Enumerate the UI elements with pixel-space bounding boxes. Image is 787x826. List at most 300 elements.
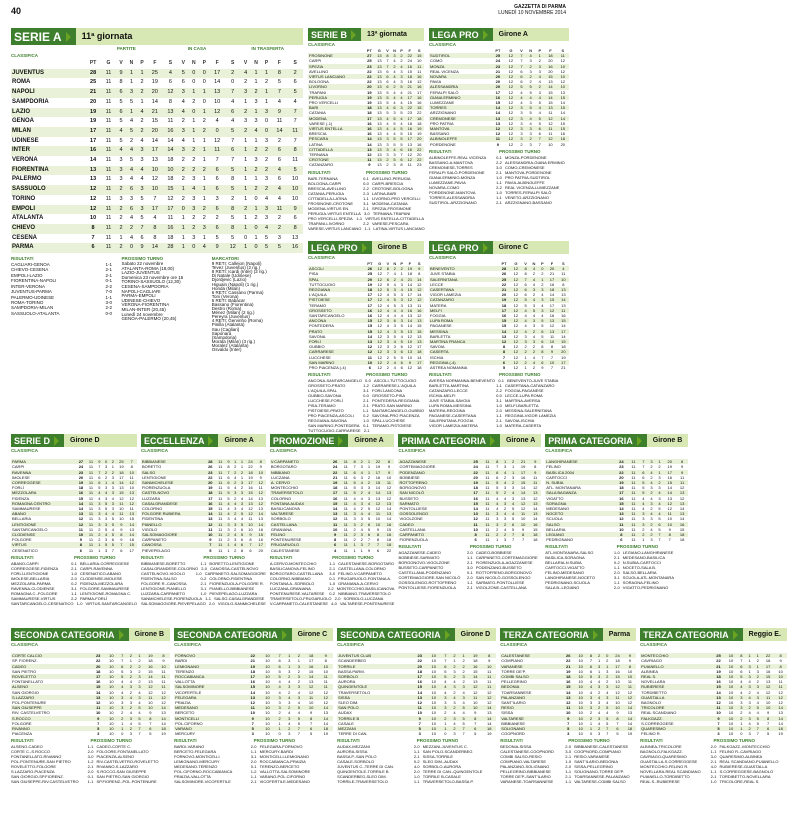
- stat-cell: 14: [144, 674, 157, 679]
- stat-cell: 3: [517, 136, 526, 141]
- match-result: BORGOTARO-CASTELLANA: [269, 570, 323, 576]
- stat-cell: 16: [163, 224, 179, 234]
- standings-row: [11, 146, 303, 156]
- stat-cell: 13: [163, 108, 179, 118]
- stat-cell: 11: [341, 542, 351, 547]
- scorer-entry: 4 RETI: Gervinho (Roma): [211, 318, 263, 324]
- stat-cell: 7: [521, 537, 525, 543]
- stat-cell: 10: [578, 668, 583, 674]
- stat-cell: 14: [364, 136, 374, 141]
- stat-cell: 11: [215, 459, 225, 464]
- stat-cell: 16: [417, 100, 422, 106]
- stat-cell: 10: [265, 731, 270, 737]
- standings-row: [11, 98, 303, 108]
- stat-cell: 2: [391, 64, 398, 69]
- stat-cell: 5: [239, 511, 246, 516]
- stat-cell: 11: [628, 532, 640, 537]
- stat-cell: 11: [101, 127, 116, 137]
- results-headings: [545, 544, 688, 549]
- stat-cell: 5: [474, 731, 477, 737]
- stat-cell: 5: [391, 116, 398, 121]
- match-result: BARDI-VARANO: [174, 744, 205, 750]
- stat-cell: 19: [561, 354, 566, 360]
- stat-cell: 11: [209, 146, 225, 156]
- stat-cell: 11: [343, 464, 348, 470]
- stat-cell: 11: [485, 495, 490, 501]
- stat-cell: 8: [272, 69, 288, 79]
- masthead-title: GAZZETTA DI PARMA: [514, 4, 566, 10]
- match-result: SASSUOLO-ATALANTA: [11, 310, 60, 316]
- stat-cell: 12: [508, 131, 514, 137]
- stat-cell: 0: [589, 731, 593, 737]
- classifica-label: CLASSIFICA: [500, 642, 528, 647]
- stat-cell: 13: [676, 490, 688, 495]
- match-score: 0-0: [363, 180, 369, 186]
- stat-cell: 12: [546, 308, 557, 313]
- stat-cell: 11: [343, 485, 348, 491]
- team-name: SAVOIA: [430, 344, 445, 350]
- header-cell: V: [386, 261, 390, 266]
- stat-cell: 2: [541, 271, 544, 277]
- stat-cell: 15: [679, 526, 685, 532]
- header-cell: P: [538, 48, 542, 53]
- stat-cell: 3: [358, 501, 365, 506]
- next-match: SAVONA-PRO PIACENZA: [372, 413, 420, 419]
- stat-cell: 1: [251, 108, 262, 118]
- stat-cell: 5: [104, 506, 108, 512]
- match-result: TORRES-ALESSANDRIA: [429, 194, 475, 200]
- team-name: MEDESANO: [546, 506, 570, 512]
- stat-cell: 5: [400, 131, 403, 137]
- stat-cell: 15: [405, 287, 414, 292]
- stat-cell: 16: [501, 313, 507, 319]
- match-score: 2-2: [363, 220, 369, 226]
- match-score: 0-0: [496, 393, 502, 399]
- stat-cell: 12: [90, 195, 97, 202]
- match-score: 1-0: [710, 779, 717, 785]
- team-name: MESSINA: [429, 329, 498, 334]
- stat-cell: 20: [473, 474, 478, 480]
- stat-cell: 4: [597, 710, 601, 716]
- stat-cell: 7: [245, 542, 255, 547]
- stat-cell: 4: [541, 313, 544, 319]
- stat-cell: 11: [218, 485, 223, 491]
- stat-cell: 3: [294, 664, 304, 669]
- stat-cell: 10: [287, 185, 303, 195]
- team-name: SAN GIUSEPPE: [11, 705, 92, 710]
- stat-cell: 4: [96, 490, 103, 495]
- next-match: CADEO-CORTE C.: [96, 744, 132, 750]
- stat-cell: 21: [250, 658, 255, 664]
- stat-cell: 9: [415, 266, 424, 271]
- stat-cell: 15: [762, 674, 775, 679]
- match-result: PRO PIACENZA-ASCOLI: [308, 413, 354, 419]
- stat-cell: 4: [358, 480, 365, 485]
- stat-cell: 5: [111, 516, 114, 522]
- team-name: REAL S.: [640, 674, 712, 679]
- stat-cell: 3: [244, 118, 248, 125]
- stat-cell: 10: [578, 731, 583, 737]
- stat-cell: 4: [606, 710, 609, 716]
- stat-cell: 13: [375, 147, 384, 152]
- stat-cell: 0: [244, 234, 248, 241]
- header-cell: G: [509, 48, 513, 53]
- header-cell: PT: [89, 60, 97, 66]
- stat-cell: 5: [209, 547, 212, 553]
- section-title: PRIMA CATEGORIA: [401, 435, 486, 446]
- team-name: FOLGORE: [12, 537, 32, 543]
- stat-cell: 7: [668, 537, 671, 543]
- stat-cell: 3: [239, 480, 246, 485]
- stat-cell: 12: [498, 339, 510, 344]
- stat-cell: 5: [225, 185, 241, 195]
- stat-cell: 25: [116, 459, 126, 464]
- stat-cell: 17: [367, 302, 373, 308]
- stat-cell: 11: [208, 526, 213, 532]
- stat-cell: 13: [377, 162, 382, 168]
- stat-cell: 3: [386, 333, 389, 339]
- stat-cell: 3: [501, 501, 509, 506]
- match-score: 1-1: [362, 408, 369, 414]
- stat-cell: 11: [88, 464, 94, 470]
- team-name: VARESE (-1): [309, 120, 333, 126]
- stat-cell: 5: [353, 485, 356, 491]
- stat-cell: 1: [353, 547, 356, 553]
- team-name: TRAVERSETOLO: [338, 689, 371, 695]
- stat-cell: 11: [343, 537, 348, 543]
- team-name: TERAMO: [309, 302, 327, 308]
- stat-cell: 16: [248, 485, 253, 491]
- classifica-label: CLASSIFICA: [640, 642, 668, 647]
- stat-cell: 16: [375, 474, 381, 480]
- team-name: TORRILE B: [337, 716, 413, 721]
- stat-cell: 15: [414, 105, 424, 110]
- stat-cell: 21: [498, 287, 510, 292]
- stat-cell: 4: [393, 313, 396, 319]
- stat-cell: 4: [365, 511, 372, 516]
- results-heading: RISULTATI: [640, 738, 663, 744]
- match-result: SAN GIORGIO-SP.FIORENZ.: [11, 774, 64, 780]
- stat-cell: 2: [181, 157, 185, 164]
- team-name: A. CERVO: [270, 480, 330, 485]
- stat-cell: 18: [167, 157, 174, 164]
- stat-cell: 11: [101, 243, 116, 253]
- stat-cell: 7: [373, 542, 384, 547]
- team-name: CARPI: [309, 58, 322, 64]
- stat-cell: 3: [284, 684, 294, 689]
- stat-cell: 5: [92, 726, 105, 731]
- header-cell: V: [524, 261, 527, 266]
- stat-cell: 5: [535, 116, 544, 121]
- stat-cell: 5: [391, 297, 398, 302]
- stat-cell: 4: [509, 490, 517, 495]
- stat-cell: 10: [611, 705, 623, 710]
- stat-cell: 3: [178, 146, 188, 156]
- stat-cell: 13: [129, 526, 134, 532]
- stat-cell: 3: [595, 674, 603, 679]
- stat-cell: 4: [277, 195, 281, 202]
- stat-cell: 3: [393, 162, 396, 168]
- stat-cell: 1: [121, 720, 124, 726]
- stat-cell: 14: [161, 720, 166, 726]
- stat-cell: 4: [129, 215, 134, 222]
- match-result: FERALPI SALÒ-PORDENONE: [429, 169, 485, 175]
- match-score: 3-1: [200, 585, 207, 591]
- header-cell: N: [191, 60, 196, 66]
- team-name: SORBOLO: [337, 674, 413, 679]
- stat-cell: 3: [529, 68, 532, 74]
- stat-cell: 2: [360, 537, 363, 543]
- stat-cell: 9: [96, 459, 103, 464]
- stat-cell: 3: [265, 215, 269, 222]
- stat-cell: 10: [373, 522, 384, 527]
- stat-cell: 4: [126, 166, 137, 176]
- stat-cell: 3: [589, 700, 593, 706]
- stat-cell: 2: [251, 166, 262, 176]
- stat-cell: 14: [318, 716, 333, 721]
- stat-cell: 1: [202, 234, 206, 241]
- stat-cell: 0: [103, 459, 110, 464]
- stat-cell: 9: [209, 243, 225, 253]
- stat-cell: 3: [748, 731, 751, 737]
- classifica-label: CLASSIFICA: [11, 53, 38, 58]
- stat-cell: 1: [199, 146, 209, 156]
- stat-cell: 15: [562, 684, 574, 689]
- team-name: FONTANELLATO: [12, 679, 44, 685]
- stat-cell: 3: [393, 344, 396, 350]
- stat-cell: 2: [192, 215, 196, 222]
- stat-cell: 4: [530, 277, 539, 282]
- stat-cell: 13: [119, 485, 124, 491]
- stat-cell: 8: [541, 344, 544, 350]
- match-score: 3-0: [496, 164, 502, 170]
- section-header: [11, 628, 170, 641]
- header-cell: P: [264, 60, 269, 66]
- stat-cell: 18: [383, 542, 394, 547]
- stat-cell: 5: [398, 339, 405, 344]
- stat-cell: 17: [417, 89, 422, 95]
- stat-cell: 3: [459, 674, 468, 679]
- stat-cell: 4: [129, 679, 132, 685]
- stat-cell: 6: [181, 79, 185, 86]
- match-result: GOSSOLENGO-ROTTOFRENO: [398, 580, 457, 586]
- stat-cell: 13: [258, 516, 263, 522]
- stat-cell: 11: [417, 68, 422, 74]
- results-headings: [308, 170, 424, 175]
- stat-cell: 26: [365, 266, 375, 271]
- stat-cell: 16: [560, 131, 566, 137]
- match-score: 2-0: [613, 585, 620, 591]
- standings-row: [11, 175, 303, 185]
- stat-cell: 5: [121, 668, 124, 674]
- match-score: 1-0: [613, 550, 620, 556]
- stat-cell: 3: [511, 495, 515, 501]
- next-round-heading: PROSSIMO TURNO: [203, 554, 245, 560]
- next-match: FOGGIA-PAGANESE: [505, 388, 544, 394]
- match-result: ALBINOLEFFE-REAL VICENZA: [429, 154, 487, 160]
- stat-cell: 6: [330, 542, 341, 547]
- stat-cell: 4: [391, 339, 398, 344]
- stat-cell: 3: [530, 287, 539, 292]
- stat-cell: 8: [153, 234, 157, 241]
- next-round-heading: PROSSIMO TURNO: [416, 738, 459, 744]
- match-result: SAN MARINO-PONTEDERA: [308, 423, 360, 429]
- stat-cell: 14: [405, 318, 414, 323]
- stat-cell: 3: [135, 684, 144, 689]
- stat-cell: 16: [367, 120, 372, 126]
- team-name: BIBBIANESE: [501, 720, 526, 726]
- stat-cell: 1: [496, 537, 499, 543]
- next-match: QUARESIMO-ALBINEA: [719, 754, 763, 760]
- stat-cell: 4: [111, 526, 114, 532]
- stat-cell: 4: [606, 689, 609, 695]
- chevron-right-icon: [445, 630, 450, 640]
- stat-cell: 3: [386, 344, 389, 350]
- stat-cell: 13: [375, 116, 384, 121]
- stat-cell: 11: [215, 470, 225, 475]
- stat-cell: 10: [105, 726, 118, 731]
- team-name: LIVORNO: [308, 84, 364, 89]
- stat-cell: 2: [532, 344, 536, 350]
- stat-cell: 10: [375, 516, 381, 522]
- stat-cell: 13: [561, 302, 566, 308]
- stat-cell: 11: [680, 474, 685, 480]
- stat-cell: 7: [98, 464, 101, 470]
- team-name: TERENZO: [175, 668, 195, 674]
- stat-cell: 2: [504, 506, 507, 512]
- match-score: 1-1: [356, 215, 363, 221]
- stat-cell: 2: [188, 224, 199, 234]
- stat-cell: 4: [524, 313, 527, 319]
- stat-cell: 20: [205, 480, 215, 485]
- match-score: 1-0: [496, 174, 502, 180]
- match-score: 3-1: [71, 585, 77, 591]
- stat-cell: 5: [587, 674, 595, 679]
- stat-cell: 2: [178, 166, 188, 176]
- stat-cell: 11: [101, 69, 116, 79]
- stat-cell: 7: [149, 720, 152, 726]
- stat-cell: 11: [88, 547, 94, 553]
- standings-row: [11, 117, 303, 127]
- next-match: FIORENZUOLA-FOLGORE R.: [209, 580, 264, 586]
- stat-cell: 11: [215, 480, 225, 485]
- stat-cell: 1: [140, 98, 144, 105]
- stat-cell: 15: [116, 490, 126, 495]
- next-match: PRATO-SAN MARINO: [372, 403, 413, 409]
- stat-cell: 3: [538, 297, 546, 302]
- stat-cell: 2: [351, 532, 358, 537]
- match-score: 0-1: [71, 560, 77, 566]
- league-column: [11, 434, 137, 624]
- stat-cell: 2: [265, 79, 269, 86]
- stat-cell: 5: [639, 480, 647, 485]
- stat-cell: 9: [521, 526, 525, 532]
- match-score: 1-1: [613, 580, 620, 586]
- stat-cell: 12: [486, 700, 492, 706]
- match-result: ISCHIA-MELFI: [429, 393, 456, 399]
- stat-cell: 2: [541, 281, 544, 287]
- stat-cell: 12: [407, 152, 412, 158]
- stat-cell: 1: [254, 137, 258, 144]
- stat-cell: 2: [532, 292, 536, 298]
- stat-cell: 2: [127, 653, 136, 658]
- stat-cell: 3: [587, 695, 595, 700]
- stat-cell: 18: [405, 74, 414, 79]
- match-result: JUVENTUS-PARMA: [11, 289, 52, 295]
- stat-cell: 13: [377, 141, 382, 147]
- next-match: COOPNORD-COMPIANO: [574, 749, 621, 755]
- match-result: FIORENTINA-NAPOLI: [11, 278, 57, 284]
- stat-cell: 4: [111, 495, 114, 501]
- stat-cell: 12: [161, 689, 166, 695]
- next-match: VALTARESE-COMBI SALSO: [574, 779, 626, 785]
- stat-cell: 15: [664, 480, 676, 485]
- stat-cell: 6: [386, 68, 389, 74]
- stat-cell: 2: [400, 58, 403, 64]
- stat-cell: 13: [377, 110, 382, 116]
- next-match: PARMA-FORLÌ: [79, 595, 108, 601]
- match-result: LENTIGIONE-PIANELLO: [140, 585, 187, 591]
- stat-cell: 4: [597, 720, 601, 726]
- stat-cell: 6: [538, 131, 541, 137]
- standings-row: [11, 205, 303, 215]
- stat-cell: 8: [144, 716, 157, 721]
- stat-cell: 14: [214, 79, 221, 86]
- stat-cell: 3: [294, 674, 304, 679]
- stat-cell: 2: [284, 705, 294, 710]
- stat-cell: 12: [375, 287, 384, 292]
- stat-cell: 8: [676, 459, 688, 464]
- stat-cell: 13: [413, 695, 427, 700]
- stat-cell: 4: [745, 695, 753, 700]
- stat-cell: 1: [737, 726, 745, 731]
- stat-cell: 14: [561, 333, 566, 339]
- stat-cell: 3: [358, 532, 365, 537]
- results-block: [174, 738, 333, 784]
- stat-cell: 11: [487, 679, 492, 685]
- next-match: CASTELLANA-COLORNO: [338, 565, 386, 571]
- classifica-label: CLASSIFICA: [308, 42, 335, 47]
- team-name: TERRE DI CAN.: [338, 731, 368, 737]
- stat-cell: 5: [386, 89, 389, 95]
- stat-cell: 12: [667, 506, 672, 512]
- team-name: PIACENZA: [12, 731, 33, 737]
- stat-cell: 15: [78, 495, 84, 501]
- stat-cell: 2: [391, 266, 398, 271]
- stat-cell: 11: [615, 522, 627, 527]
- stat-cell: 16: [415, 308, 424, 313]
- stat-cell: 13: [292, 234, 299, 241]
- match-result: BAGNOLO-FALKGAZZ.: [640, 749, 683, 755]
- stat-cell: 14: [664, 490, 676, 495]
- stat-cell: 11: [105, 157, 112, 164]
- stat-cell: 11: [482, 480, 494, 485]
- team-name: SANTARCANGELO: [309, 313, 345, 319]
- stat-cell: 13: [558, 287, 569, 292]
- results-heading: RISULTATI: [11, 554, 34, 560]
- standings-row: [429, 84, 569, 89]
- stat-cell: 5: [119, 98, 123, 105]
- next-match: MONTICELLI-LEMIGNANO: [259, 754, 309, 760]
- stat-cell: 3: [450, 716, 459, 721]
- stat-cell: 11: [628, 522, 640, 527]
- next-match: VARESE-PESCARA: [372, 220, 409, 226]
- match-score: 0-0: [365, 378, 371, 384]
- stat-cell: 4: [365, 501, 372, 506]
- stat-cell: 9: [225, 459, 232, 464]
- stat-cell: 6: [376, 547, 380, 553]
- team-name: ASCOLI: [308, 266, 365, 271]
